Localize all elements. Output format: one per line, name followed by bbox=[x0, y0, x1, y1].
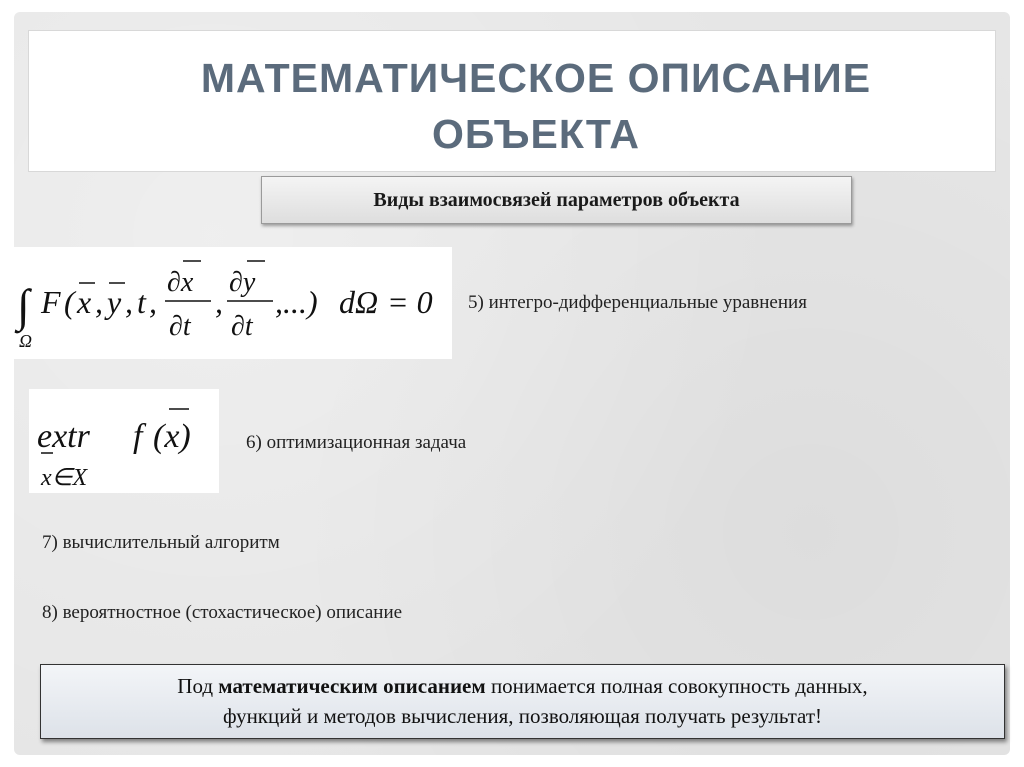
slide-title bbox=[126, 50, 946, 162]
list-item-8: 8) вероятностное (стохастическое) описание bbox=[42, 602, 403, 623]
function-f: F bbox=[41, 284, 61, 320]
comma-2: , bbox=[125, 284, 133, 320]
d-omega: dΩ bbox=[339, 284, 379, 320]
function-f-small: f bbox=[133, 418, 143, 455]
partial-y-numerator: ∂y bbox=[229, 267, 256, 298]
subtitle-box bbox=[261, 176, 852, 224]
list-item-7: 7) вычислительный алгоритм bbox=[42, 532, 280, 553]
extr-formula bbox=[29, 389, 219, 493]
title-line-1: МАТЕМАТИЧЕСКОЕ ОПИСАНИЕ bbox=[200, 55, 872, 101]
partial-t-denominator-1: ∂t bbox=[169, 311, 191, 342]
note-line-1 bbox=[41, 671, 1004, 701]
note-bold-term: математическим описанием bbox=[218, 674, 486, 698]
subtitle-text: Виды взаимосвязей параметров объекта bbox=[373, 188, 740, 211]
open-paren: ( bbox=[64, 284, 75, 320]
list-item-6: 6) оптимизационная задача bbox=[246, 432, 467, 453]
equals-zero: = 0 bbox=[387, 284, 433, 320]
title-line-2: ОБЪЕКТА bbox=[432, 111, 640, 157]
note-rest-line-1: понимается полная совокупность данных, bbox=[485, 674, 868, 698]
ellipsis-close: ,...) bbox=[275, 284, 318, 320]
integral-formula-svg bbox=[11, 247, 452, 359]
extr-formula-svg bbox=[29, 389, 219, 493]
integral-subscript: Ω bbox=[19, 331, 33, 351]
function-argument: (x) bbox=[153, 418, 191, 455]
var-x: x bbox=[77, 284, 92, 320]
comma-4: , bbox=[215, 284, 223, 320]
var-t: t bbox=[137, 284, 146, 320]
comma-3: , bbox=[149, 284, 157, 320]
comma-1: , bbox=[95, 284, 103, 320]
partial-t-denominator-2: ∂t bbox=[231, 311, 253, 342]
definition-note bbox=[40, 664, 1005, 739]
integral-sign: ∫ bbox=[17, 280, 30, 331]
extr-text: extr bbox=[37, 418, 90, 455]
integral-formula bbox=[11, 247, 452, 359]
note-line-2: функций и методов вычисления, позволяющая получать результат! bbox=[222, 704, 822, 728]
partial-x-numerator: ∂x bbox=[167, 267, 194, 298]
note-prefix: Под bbox=[177, 674, 219, 698]
var-y: y bbox=[107, 284, 122, 320]
extr-subscript: x∈X bbox=[41, 465, 88, 491]
list-item-5: 5) интегро-дифференциальные уравнения bbox=[468, 292, 807, 313]
